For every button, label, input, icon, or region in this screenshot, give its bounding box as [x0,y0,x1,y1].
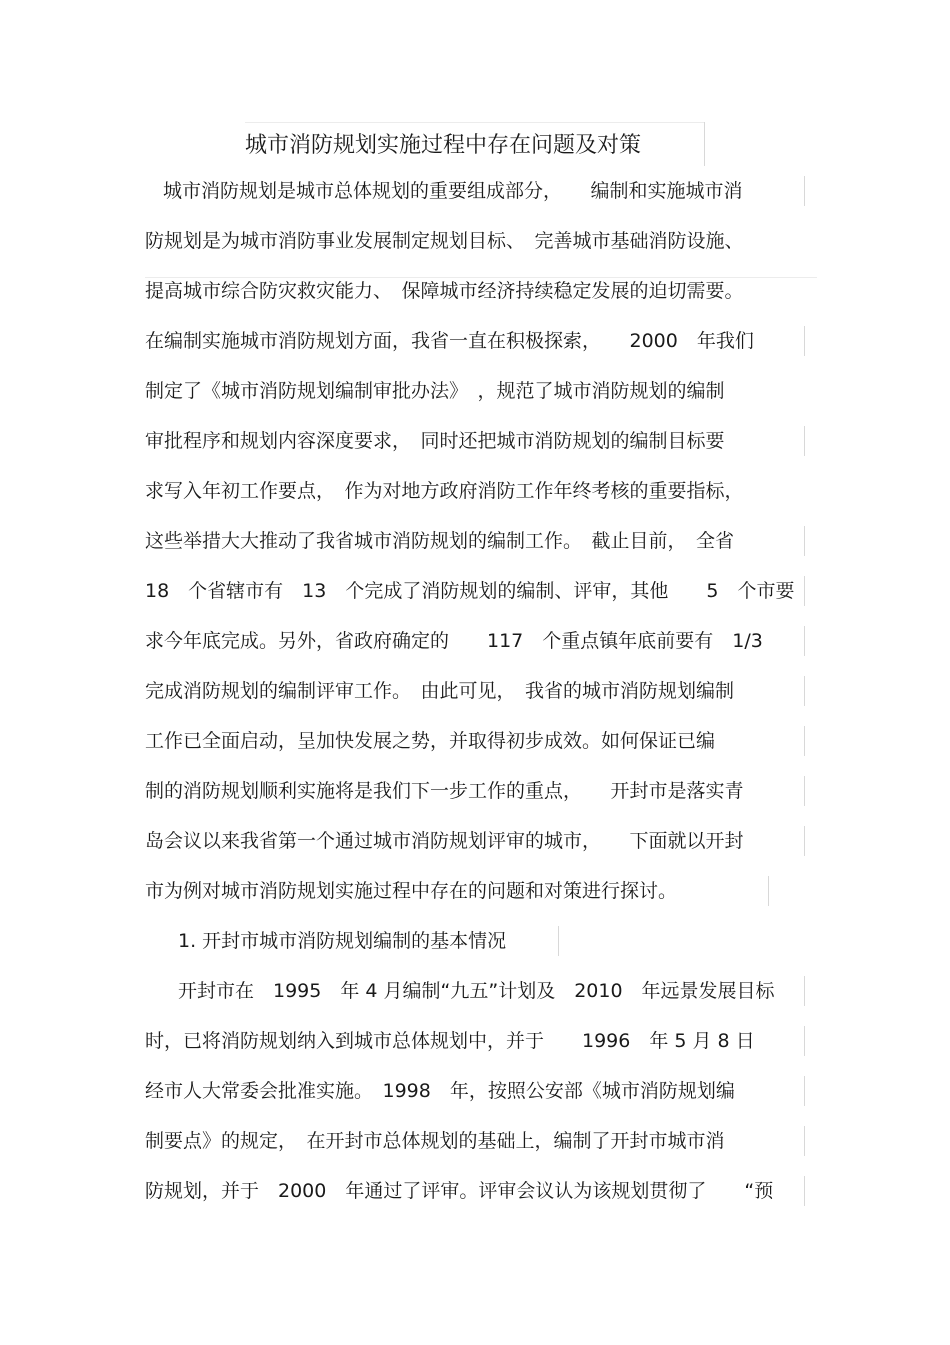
paragraph-line: 开封市在 1995 年 4 月编制“九五”计划及 2010 年远景发展目标 [178,980,775,1002]
scan-rule [245,122,705,123]
paragraph-line: 审批程序和规划内容深度要求， 同时还把城市消防规划的编制目标要 [145,430,725,452]
paragraph-line: 市为例对城市消防规划实施过程中存在的问题和对策进行探讨。 [145,880,678,902]
paragraph-line: 完成消防规划的编制评审工作。 由此可见， 我省的城市消防规划编制 [145,680,735,702]
paragraph-line: 防规划，并于 2000 年通过了评审。评审会议认为该规划贯彻了 “预 [145,1180,774,1202]
document-title: 城市消防规划实施过程中存在问题及对策 [245,133,642,158]
paragraph-line: 经市人大常委会批准实施。 1998 年，按照公安部《城市消防规划编 [145,1080,735,1102]
paragraph-line: 18 个省辖市有 13 个完成了消防规划的编制、评审，其他 5 个市要 [145,580,795,602]
paragraph-line: 工作已全面启动，呈加快发展之势，并取得初步成效。如何保证已编 [145,730,716,752]
paragraph-line: 城市消防规划是城市总体规划的重要组成部分， 编制和实施城市消 [163,180,743,202]
paragraph-line: 时，已将消防规划纳入到城市总体规划中，并于 1996 年 5 月 8 日 [145,1030,755,1052]
paragraph-line: 在编制实施城市消防规划方面，我省一直在积极探索， 2000 年我们 [145,330,754,352]
section-heading: 1. 开封市城市消防规划编制的基本情况 [178,930,507,952]
paragraph-line: 求写入年初工作要点， 作为对地方政府消防工作年终考核的重要指标， [145,480,744,502]
paragraph-line: 制的消防规划顺利实施将是我们下一步工作的重点， 开封市是落实青 [145,780,744,802]
paragraph-line: 制定了《城市消防规划编制审批办法》 ，规范了城市消防规划的编制 [145,380,725,402]
paragraph-line: 这些举措大大推动了我省城市消防规划的编制工作。 截止目前， 全省 [145,530,735,552]
paragraph-line: 求今年底完成。另外，省政府确定的 117 个重点镇年底前要有 1/3 [145,630,763,652]
paragraph-line: 提高城市综合防灾救灾能力、 保障城市经济持续稳定发展的迫切需要。 [145,280,744,302]
paragraph-line: 岛会议以来我省第一个通过城市消防规划评审的城市， 下面就以开封 [145,830,744,852]
paragraph-line: 制要点》的规定， 在开封市总体规划的基础上，编制了开封市城市消 [145,1130,725,1152]
paragraph-line: 防规划是为城市消防事业发展制定规划目标、 完善城市基础消防设施、 [145,230,744,252]
